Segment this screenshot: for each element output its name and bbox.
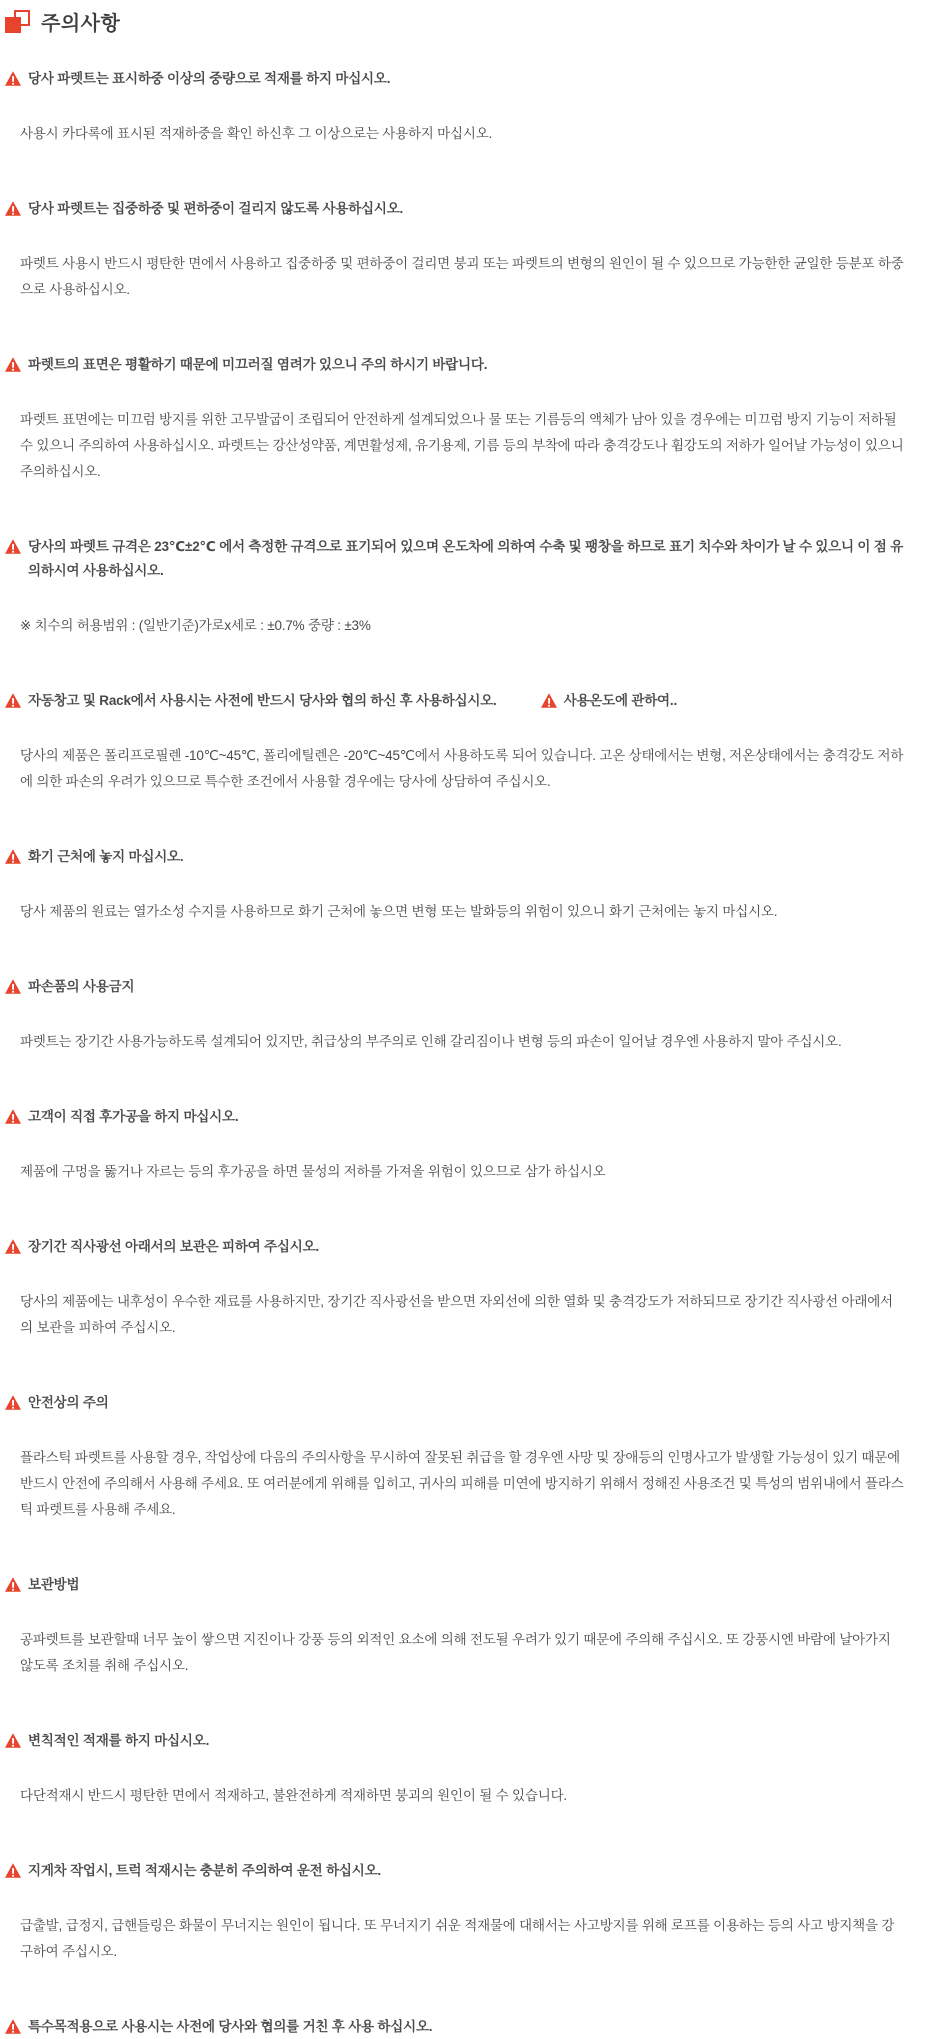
section-heading: 당사의 파렛트 규격은 23℃±2℃ 에서 측정한 규격으로 표기되어 있으며 온도차에 의하여 수축 및 팽창을 하므로 표기 치수와 차이가 날 수 있으니 이 점 유의하시여 사용하십시오. [28,539,904,578]
section-body: 당사의 제품은 폴리프로필렌 -10℃~45℃, 폴리에틸렌은 -20℃~45℃에서 사용하도록 되어 있습니다. 고온 상태에서는 변형, 저온상태에서는 충격강도 저하에 의한 파손의 우려가 있으므로 특수한 조건에서 사용할 경우에는 당사에 상담하여 주십시오. [20,748,904,789]
caution-section [5,1859,911,1965]
section-body: 제품에 구멍을 뚫거나 자르는 등의 후가공을 하면 물성의 저하를 가져올 위험이 있으므로 삼가 하십시오 [20,1164,606,1179]
caution-section [5,535,911,639]
warning-triangle-icon [5,201,21,216]
section-body: 파렛트 사용시 반드시 평탄한 면에서 사용하고 집중하중 및 편하중이 걸리면 붕괴 또는 파렛트의 변형의 원인이 될 수 있으므로 가능한한 균일한 등분포 하중으로 사용하십시오. [20,256,904,297]
section-heading-row [5,689,911,713]
warning-triangle-icon [5,1863,21,1878]
warning-triangle-icon [5,1577,21,1592]
section-heading-row [5,1729,911,1753]
section-heading-row [5,1235,911,1259]
section-body: 당사의 제품에는 내후성이 우수한 재료를 사용하지만, 장기간 직사광선을 받으면 자외선에 의한 열화 및 충격강도가 저하되므로 장기간 직사광선 아래에서의 보관을 피하여 주십시오. [20,1294,893,1335]
section-body: 파렛트는 장기간 사용가능하도록 설계되어 있지만, 취급상의 부주의로 인해 갈리짐이나 변형 등의 파손이 일어날 경우엔 사용하지 말아 주십시오. [20,1034,842,1049]
caution-section [5,845,911,925]
section-heading-row [5,1573,911,1597]
section-heading: 지게차 작업시, 트럭 적재시는 충분히 주의하여 운전 하십시오. [28,1863,381,1878]
section-body: 플라스틱 파렛트를 사용할 경우, 작업상에 다음의 주의사항을 무시하여 잘못된 취급을 할 경우엔 사망 및 장애등의 인명사고가 발생할 가능성이 있기 때문에 반드시 안전에 주의해서 사용해 주세요. 또 여러분에게 위해를 입히고, 귀사의 피해를 미연에 방지하기 위해서 정해진 사용조건 및 특성의 범위내에서 플라스틱 파렛트를 사용해 주세요. [20,1450,904,1517]
section-heading: 변칙적인 적재를 하지 마십시오. [28,1733,210,1748]
section-heading: 특수목적용으로 사용시는 사전에 당사와 협의를 거친 후 사용 하십시오. [28,2019,433,2034]
warning-triangle-icon [5,2019,21,2034]
section-heading: 자동창고 및 Rack에서 사용시는 사전에 반드시 당사와 협의 하신 후 사용하십시오. [28,693,497,708]
section-heading: 당사 파렛트는 표시하중 이상의 중량으로 적재를 하지 마십시오. [28,71,391,86]
caution-section [5,67,911,147]
section-heading-row [5,1105,911,1129]
section-heading: 안전상의 주의 [28,1395,109,1410]
section-heading: 파렛트의 표면은 평활하기 때문에 미끄러질 염려가 있으니 주의 하시기 바랍니다. [28,357,488,372]
caution-section [5,1235,911,1341]
warning-triangle-icon [5,1239,21,1254]
page-header [5,6,911,36]
section-body: 다단적재시 반드시 평탄한 면에서 적재하고, 불완전하게 적재하면 붕괴의 원인이 될 수 있습니다. [20,1788,567,1803]
caution-section [5,353,911,485]
caution-section [5,689,911,795]
warning-triangle-icon [5,1395,21,1410]
caution-sections [5,67,911,2039]
warning-triangle-icon [541,693,557,708]
overlapping-squares-icon [5,10,30,33]
section-heading-row [5,535,911,583]
caution-section [5,2015,911,2039]
section-heading-row [5,1859,911,1883]
section-body: ※ 치수의 허용범위 : (일반기준)가로x세로 : ±0.7% 중량 : ±3% [20,618,371,633]
caution-section [5,1105,911,1185]
caution-section [5,1573,911,1679]
section-body: 파렛트 표면에는 미끄럼 방지를 위한 고무발굽이 조립되어 안전하게 설계되었으나 물 또는 기름등의 액체가 남아 있을 경우에는 미끄럼 방지 기능이 저하될 수 있으니 주의하여 사용하십시오. 파렛트는 강산성약품, 계면활성제, 유기용제, 기름 등의 부착에 따라 충격강도나 휨강도의 저하가 일어날 가능성이 있으니 주의하십시오. [20,412,904,479]
section-heading-row [5,975,911,999]
section-heading: 당사 파렛트는 집중하중 및 편하중이 걸리지 않도록 사용하십시오. [28,201,404,216]
page-title: 주의사항 [41,13,121,35]
square-filled [5,17,21,33]
section-heading-row [5,2015,911,2039]
section-heading-row [5,67,911,91]
warning-triangle-icon [5,979,21,994]
warning-triangle-icon [5,693,21,708]
section-heading: 보관방법 [28,1577,80,1592]
caution-section [5,1391,911,1523]
caution-section [5,1729,911,1809]
warning-triangle-icon [5,539,21,554]
section-body: 공파렛트를 보관할때 너무 높이 쌓으면 지진이나 강풍 등의 외적인 요소에 의해 전도될 우려가 있기 때문에 주의해 주십시오. 또 강풍시엔 바람에 날아가지 않도록 조치를 취해 주십시오. [20,1632,891,1673]
section-heading: 화기 근처에 놓지 마십시오. [28,849,184,864]
section-body: 당사 제품의 원료는 열가소성 수지를 사용하므로 화기 근처에 놓으면 변형 또는 발화등의 위험이 있으니 화기 근처에는 놓지 마십시오. [20,904,778,919]
section-heading-row [5,353,911,377]
caution-section [5,975,911,1055]
section-body: 급출발, 급정지, 급핸들링은 화물이 무너지는 원인이 됩니다. 또 무너지기 쉬운 적재물에 대해서는 사고방지를 위해 로프를 이용하는 등의 사고 방지책을 강구하여 주십시오. [20,1918,895,1959]
section-heading-row [5,845,911,869]
warning-triangle-icon [5,357,21,372]
section-heading-row [5,197,911,221]
section-heading: 파손품의 사용금지 [28,979,135,994]
caution-section [5,197,911,303]
section-heading: 장기간 직사광선 아래서의 보관은 피하여 주십시오. [28,1239,319,1254]
warning-triangle-icon [5,849,21,864]
section-body: 사용시 카다록에 표시된 적재하중을 확인 하신후 그 이상으로는 사용하지 마십시오. [20,126,493,141]
warning-triangle-icon [5,1109,21,1124]
warning-triangle-icon [5,1733,21,1748]
section-heading: 고객이 직접 후가공을 하지 마십시오. [28,1109,239,1124]
section-heading-row [5,1391,911,1415]
warning-triangle-icon [5,71,21,86]
section-heading-extra: 사용온도에 관하여.. [563,693,677,708]
